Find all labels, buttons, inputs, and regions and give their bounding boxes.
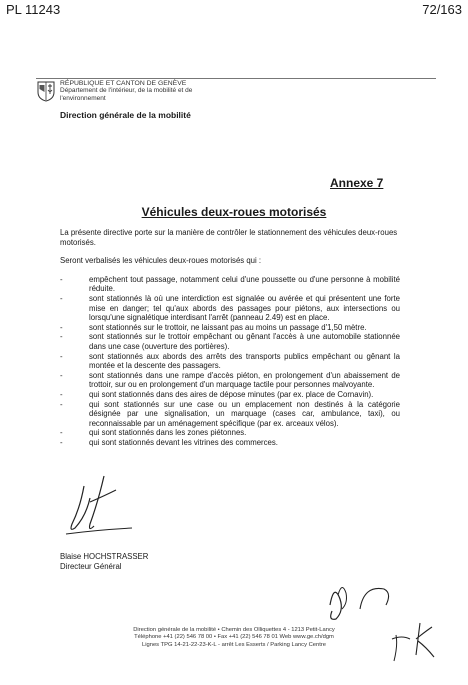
organisation-block [60, 80, 192, 102]
intro-paragraph: La présente directive porte sur la manière de contrôler le stationnement des véhicules deux-roues motorisés. [60, 228, 398, 247]
list-item-text: qui sont stationnés dans les zones piétonnes. [89, 428, 247, 438]
footer-contact: Téléphone +41 (22) 546 78 00 • Fax +41 (22) 546 78 01 Web www.ge.ch/dgm [134, 634, 334, 641]
organisation-name: RÉPUBLIQUE ET CANTON DE GENÈVE [60, 80, 187, 87]
signer-block [60, 552, 148, 571]
list-item [60, 294, 400, 323]
list-item [60, 438, 400, 448]
list-item-text: empêchent tout passage, notamment celui d'une poussette ou d'une personne à mobilité réduite. [89, 274, 400, 294]
list-item-text: sont stationnés aux abords des arrêts des transports publics empêchant ou gênant la montée et la descente des passagers. [89, 351, 400, 371]
list-item-text: qui sont stationnés dans des aires de dépose minutes (par ex. place de Cornavin). [89, 389, 374, 399]
bullet-dash: - [60, 370, 63, 380]
list-item [60, 400, 400, 429]
document-header-bar [0, 0, 468, 20]
annexe-label: Annexe 7 [330, 176, 384, 190]
list-item [60, 390, 400, 400]
bullet-dash: - [60, 274, 63, 284]
department-line-1: Département de l'intérieur, de la mobilité et de [60, 87, 193, 95]
bullet-dash: - [60, 399, 63, 409]
list-item-text: sont stationnés dans une rampe d'accès piéton, en prolongement d'un abaissement de trottoir, sur ou en prolongement d'un marquage tactile pour personnes malvoyante. [89, 370, 400, 390]
department-line-2: l'environnement [60, 94, 106, 102]
list-item [60, 352, 400, 371]
list-item [60, 332, 400, 351]
document-title: Véhicules deux-roues motorisés [141, 205, 327, 219]
lead-paragraph: Seront verbalisés les véhicules deux-roues motorisés qui : [60, 256, 262, 266]
bullet-dash: - [60, 389, 63, 399]
list-item [60, 371, 400, 390]
footer-address: Direction générale de la mobilité • Chemin des Olliquettes 4 - 1213 Petit-Lancy [133, 627, 335, 633]
signer-role: Directeur Général [60, 561, 122, 571]
list-item-text: qui sont stationnés sur une case ou un emplacement non destinés à la catégorie désignée par une signalisation, un marquage (cases car, ambulance, taxi), ou reconnaissable par un aménagement spécifique (par ex. arceaux vélos). [89, 399, 400, 428]
bullet-dash: - [60, 437, 63, 447]
violations-list [60, 275, 400, 448]
list-item-text: qui sont stationnés devant les vitrines des commerces. [89, 437, 278, 447]
bullet-dash: - [60, 428, 63, 438]
document-body [60, 228, 400, 447]
footer-transport: Lignes TPG 14-21-22-23-K-L - arrêt Les Esserts / Parking Lancy Centre [142, 641, 326, 648]
handwritten-initials [320, 575, 440, 665]
bullet-dash: - [60, 332, 63, 342]
list-item-text: sont stationnés sur le trottoir empêchant ou gênant l'accès à une automobile stationnée dans une case (ouverture des portières). [89, 332, 400, 351]
list-item-text: sont stationnés là où une interdiction est signalée ou avérée et qui présentent une forte mise en danger; tel qu'aux abords des passages pour piétons, aux intersections ou lorsqu'une signalétique interdisant l'arrêt (panneau 2.49) est en place. [89, 293, 400, 323]
list-item [60, 275, 400, 294]
handwritten-signature [60, 472, 140, 542]
list-item [60, 428, 400, 438]
list-item [60, 323, 400, 333]
bullet-dash: - [60, 293, 63, 303]
bullet-dash: - [60, 351, 63, 361]
header-rule [36, 78, 436, 79]
document-reference: PL 11243 [6, 2, 61, 17]
page-counter: 72/163 [422, 2, 462, 17]
signer-name: Blaise HOCHSTRASSER [60, 552, 149, 561]
direction-name: Direction générale de la mobilité [60, 110, 191, 120]
bullet-dash: - [60, 322, 63, 332]
document-footer [0, 627, 468, 649]
list-item-text: sont stationnés sur le trottoir, ne laissant pas au moins un passage d'1,50 mètre. [89, 322, 367, 332]
geneva-coat-of-arms-icon [36, 80, 56, 102]
